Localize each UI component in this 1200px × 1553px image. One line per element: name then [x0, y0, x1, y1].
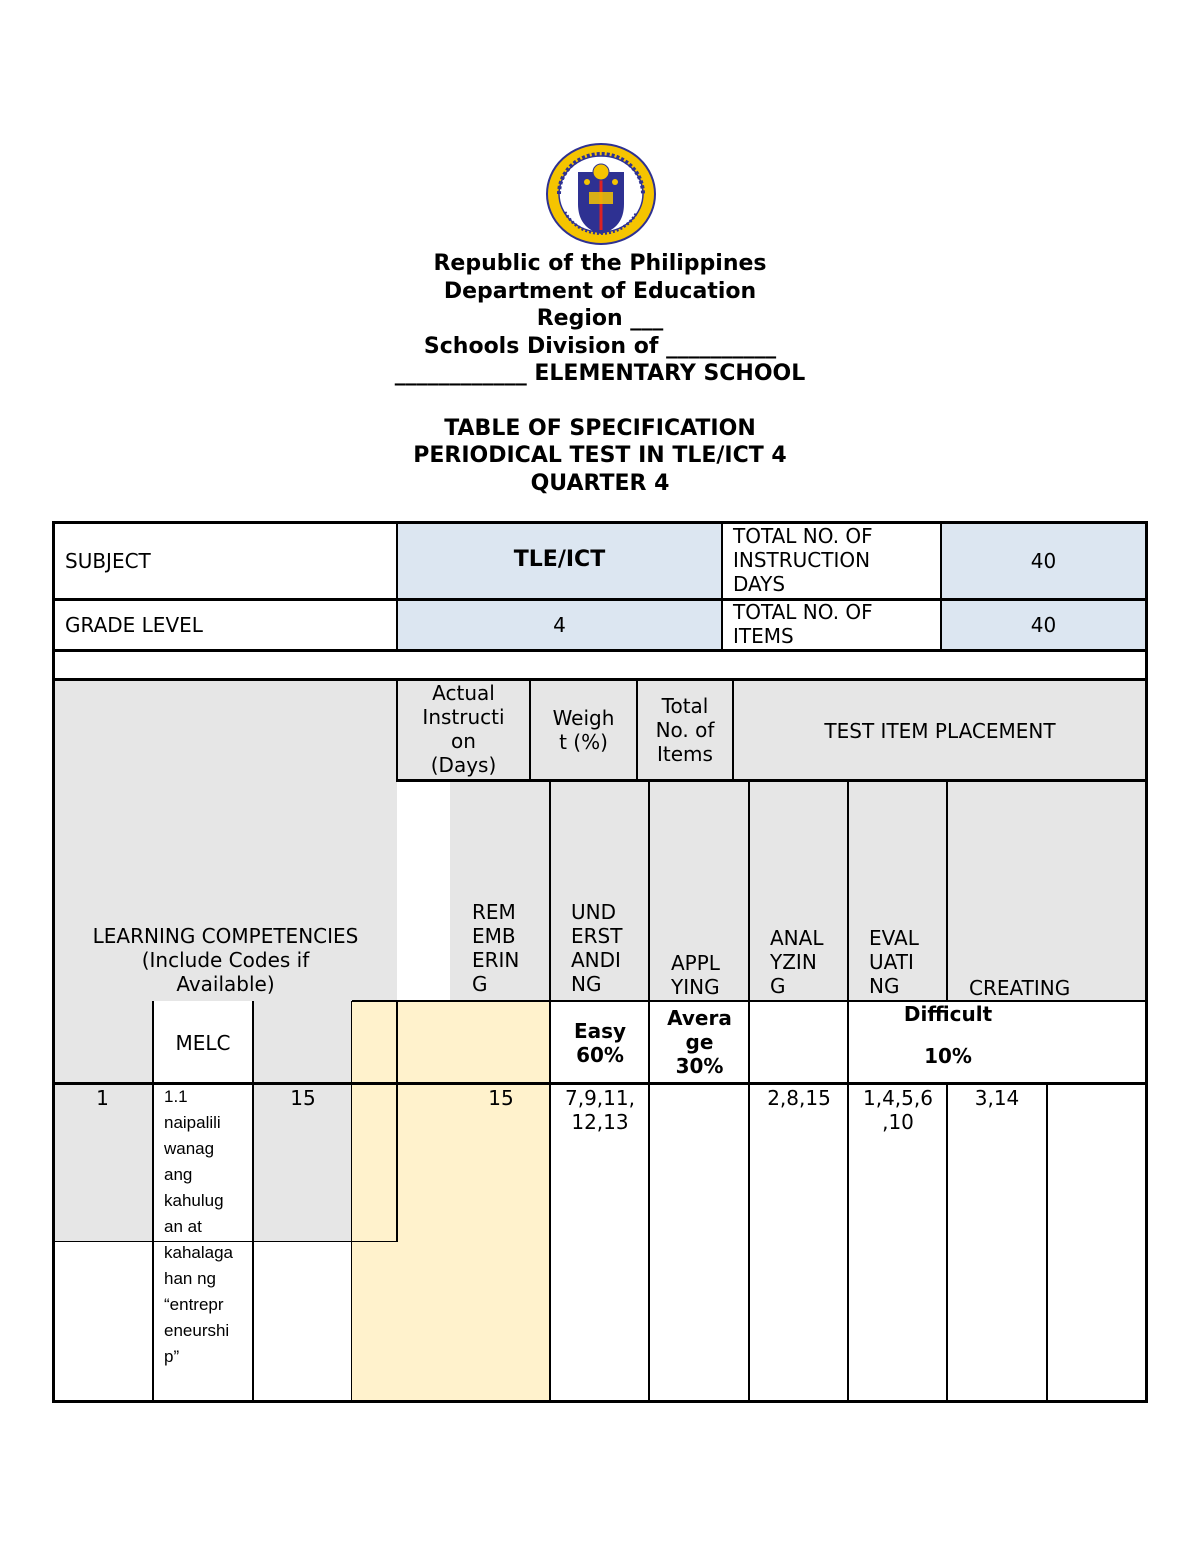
easy-label: Easy 60% [573, 1019, 627, 1067]
actual-days-value: 15 [290, 1086, 316, 1110]
header-republic: Republic of the Philippines [433, 251, 767, 276]
header-department: Department of Education [443, 278, 757, 304]
title-periodical: PERIODICAL TEST IN TLE/ICT 4 [413, 443, 787, 468]
applying-items: 2,8,15 [767, 1086, 831, 1110]
instruction-days-value: 40 [1030, 549, 1057, 573]
row-number: 1 [96, 1086, 109, 1110]
subject-label: SUBJECT [65, 549, 151, 573]
understanding-header: UND ERST ANDI NG [571, 900, 623, 996]
grade-level-value: 4 [553, 613, 566, 637]
total-items-label: TOTAL NO. OF ITEMS [733, 600, 873, 648]
remembering-items: 7,9,11, 12,13 [565, 1086, 635, 1134]
applying-header: APPL YING [671, 951, 720, 999]
creating-header: CREATING [969, 976, 1071, 1000]
subject-value: TLE/ICT [513, 547, 606, 572]
test-item-placement-header: TEST ITEM PLACEMENT [824, 719, 1056, 743]
instruction-days-label: TOTAL NO. OF INSTRUCTION DAYS [733, 524, 873, 596]
learning-competencies-header: LEARNING COMPETENCIES (Include Codes if Available) [92, 924, 359, 996]
average-label: Avera ge 30% [667, 1006, 732, 1078]
title-quarter: QUARTER 4 [530, 470, 670, 496]
actual-instruction-header: Actual Instructi on (Days) [422, 681, 505, 777]
analyzing-items: 1,4,5,6 ,10 [863, 1086, 933, 1134]
document-header [0, 250, 1200, 497]
total-items-value: 40 [1030, 613, 1057, 637]
grade-level-label: GRADE LEVEL [65, 613, 203, 637]
header-school: ____________ ELEMENTARY SCHOOL [394, 361, 806, 386]
analyzing-header: ANAL YZIN G [770, 926, 824, 998]
title-tos: TABLE OF SPECIFICATION [444, 415, 756, 441]
total-items-value-row: 15 [488, 1086, 514, 1110]
evaluating-items: 3,14 [974, 1086, 1020, 1110]
header-division: Schools Division of __________ [423, 333, 777, 359]
total-items-header: Total No. of Items [655, 694, 715, 766]
header-region: Region ___ [536, 306, 664, 331]
evaluating-header: EVAL UATI NG [869, 926, 919, 998]
weight-header: Weigh t (%) [552, 706, 615, 754]
difficult-percent: 10% [924, 1044, 972, 1068]
deped-seal [545, 142, 657, 246]
melc-header: MELC [175, 1031, 231, 1055]
melc-competency-text: 1.1 naipalili wanag ang kahulug an at kahalaga han ng “entrepr eneurshi p” [164, 1087, 234, 1366]
remembering-header: REM EMB ERIN G [472, 900, 520, 996]
difficult-label: Difficult [903, 1002, 993, 1026]
